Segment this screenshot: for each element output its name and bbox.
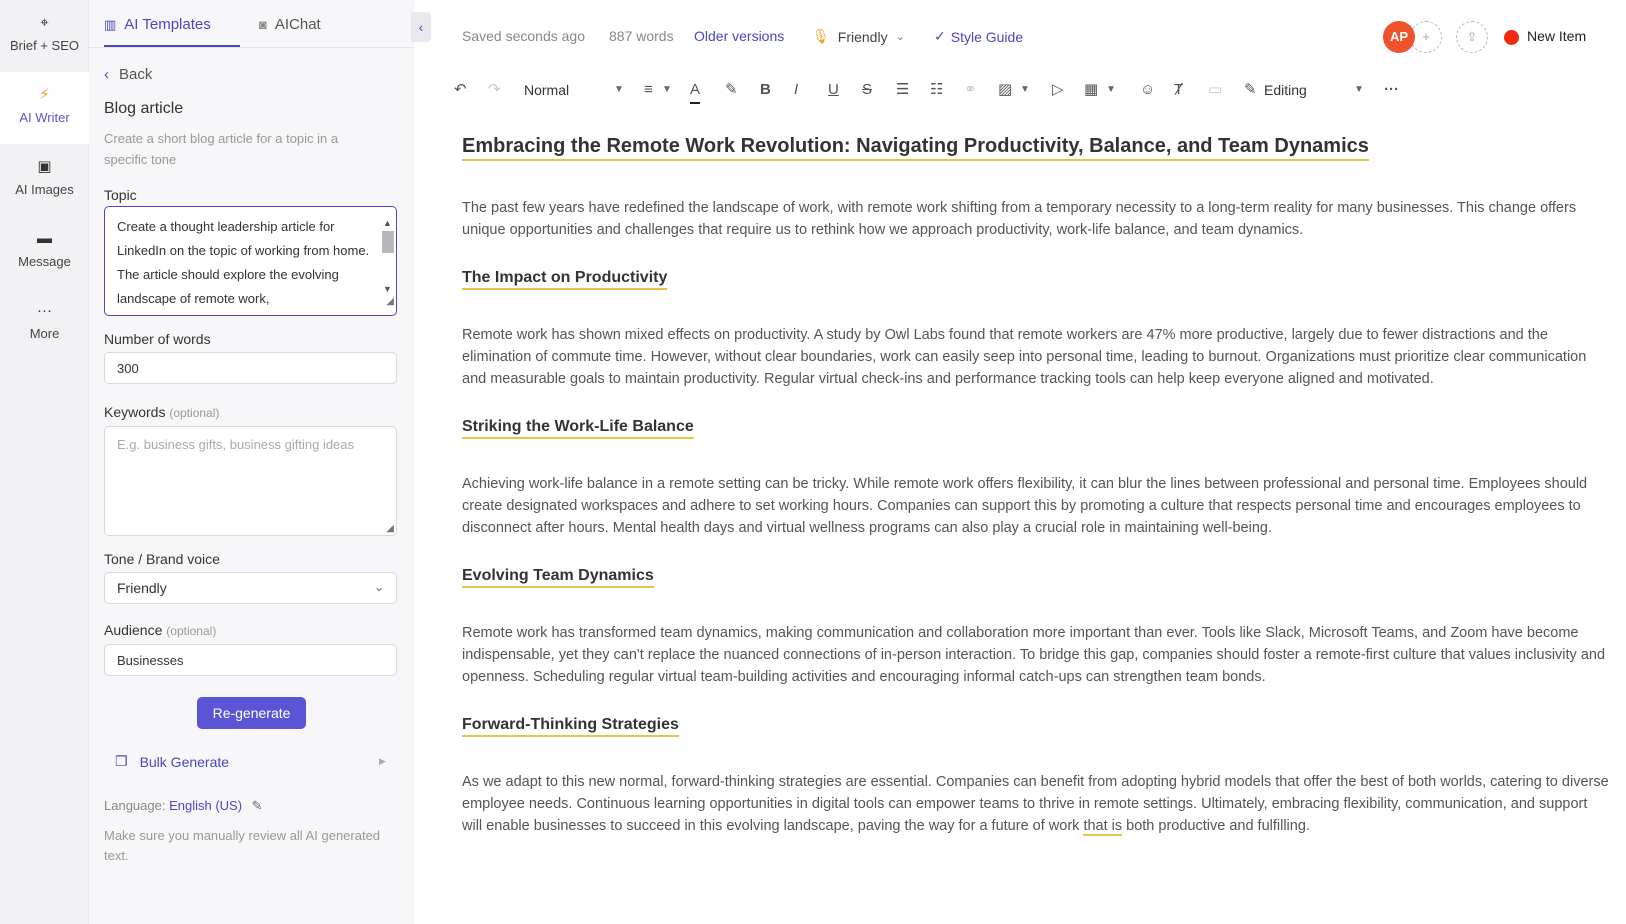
section-heading: Striking the Work-Life Balance [462, 418, 694, 439]
lightning-icon: ⚡ [39, 86, 50, 103]
chevron-left-icon: ‹ [104, 66, 109, 83]
bullet-list-icon[interactable]: ☰ [896, 81, 910, 98]
rail-item-label: Message [18, 254, 71, 269]
resize-handle-icon[interactable]: ◢ [386, 523, 394, 534]
align-icon[interactable]: ≡ [644, 81, 653, 98]
document-title: Embracing the Remote Work Revolution: Navigating Productivity, Balance, and Team Dynamics [462, 135, 1369, 161]
resize-handle-icon[interactable]: ◢ [386, 296, 394, 307]
rail-item-ai-images[interactable] [0, 144, 89, 216]
rail-item-label: Brief + SEO [10, 38, 79, 53]
chevron-down-icon: ⌄ [373, 580, 384, 594]
edit-icon[interactable]: ✎ [251, 798, 263, 813]
status-dot [1504, 30, 1519, 45]
microphone-icon: 🎙 [812, 28, 830, 44]
bold-icon[interactable]: B [760, 81, 771, 98]
chat-icon: ◙ [259, 17, 267, 32]
topic-label: Topic [104, 187, 137, 203]
keywords-label-text: Keywords [104, 404, 166, 420]
language-prefix: Language: [104, 798, 166, 813]
new-item-button[interactable]: New Item [1527, 28, 1587, 44]
templates-icon: ▥ [104, 16, 117, 32]
review-note: Make sure you manually review all AI generated text. [104, 828, 381, 863]
language-setting [104, 798, 263, 814]
highlight-icon[interactable]: ✎ [725, 81, 738, 98]
tab-label: AI Templates [124, 16, 211, 33]
rail-item-ai-writer[interactable] [0, 72, 89, 144]
section-heading: The Impact on Productivity [462, 269, 667, 290]
intro-paragraph: The past few years have redefined the landscape of work, with remote work shifting from a temporary necessity to a long-term reality for many businesses. This change offers unique opportunities and challenges that require us to rethink how we approach productivity, work-life balance, and team dynamics. [462, 200, 1577, 238]
italic-icon[interactable]: I [794, 81, 799, 98]
saved-status: Saved seconds ago [462, 28, 585, 44]
section-paragraph: Remote work has shown mixed effects on productivity. A study by Owl Labs found that remote workers are 47% more productive, largely due to fewer distractions and the elimination of commute time. However, without clear boundaries, work can easily seep into personal time, leading to burnout. Organizations must prioritize clear communication and measurable goals to maintain productivity. Regular virtual check-ins and performance tracking tools can help keep everyone aligned and motivated. [462, 327, 1587, 387]
side-panel [89, 0, 424, 924]
back-link[interactable] [104, 66, 152, 83]
keywords-label [104, 404, 219, 420]
chevron-down-icon[interactable]: ▼ [1106, 84, 1116, 95]
rail-item-label: AI Images [15, 182, 74, 197]
rail-item-message[interactable] [0, 216, 89, 288]
topic-text: Create a thought leadership article for LinkedIn on the topic of working from home. The article should explore the evolving landscape of remote work, [117, 219, 370, 306]
pencil-icon: ✎ [1244, 81, 1257, 98]
numbered-list-icon[interactable]: ☷ [930, 81, 944, 98]
topic-textarea[interactable] [104, 206, 397, 316]
active-tab-indicator [104, 45, 240, 47]
rail-item-label: AI Writer [19, 110, 70, 125]
keywords-placeholder: E.g. business gifts, business gifting ideas [117, 437, 355, 452]
image-icon[interactable]: ▨ [998, 81, 1013, 98]
underline-icon[interactable]: U [828, 81, 839, 98]
section-paragraph: Achieving work-life balance in a remote setting can be tricky. While remote work offers flexibility, it can blur the lines between professional and personal time. Employees should create designated workspaces and adhere to set working hours. Companies can support this by promoting a culture that respects personal time and encourages employees to disconnect after hours. Mental health days and virtual wellness programs can also play a crucial role in maintaining well-being. [462, 476, 1588, 536]
text-color-icon[interactable]: A [690, 78, 700, 104]
tone-label: Tone / Brand voice [104, 551, 220, 567]
audience-label-text: Audience [104, 622, 163, 638]
words-label: Number of words [104, 331, 211, 347]
grammar-highlight[interactable]: that is [1083, 818, 1123, 834]
document-body[interactable] [462, 135, 1610, 865]
editor-toolbar [454, 78, 1414, 102]
tab-label: AIChat [274, 16, 321, 33]
share-icon: ⇪ [1466, 29, 1478, 44]
tab-aichat[interactable] [259, 16, 321, 33]
panel-tabs [89, 0, 414, 48]
tone-value: Friendly [117, 580, 167, 596]
bulk-generate-label: Bulk Generate [139, 753, 230, 770]
chevron-down-icon[interactable]: ▼ [614, 84, 624, 95]
style-guide-label: Style Guide [950, 28, 1024, 45]
section-heading: Evolving Team Dynamics [462, 567, 654, 588]
section-paragraph [462, 771, 1610, 837]
words-input[interactable]: 300 [104, 352, 397, 384]
message-icon: ▬ [37, 230, 52, 247]
rail-item-brief-seo[interactable] [0, 0, 89, 72]
paragraph-text: both productive and fulfilling. [1122, 818, 1310, 834]
regenerate-button[interactable]: Re-generate [197, 697, 306, 729]
audience-input[interactable]: Businesses [104, 644, 397, 676]
scroll-down-icon[interactable]: ▼ [383, 284, 392, 294]
tone-select[interactable] [104, 572, 397, 604]
clear-format-icon[interactable]: Ⱦ [1174, 81, 1184, 98]
avatar[interactable]: AP [1383, 21, 1415, 53]
chevron-down-icon[interactable]: ▼ [1020, 84, 1030, 95]
copy-icon: ❐ [115, 753, 128, 769]
collapse-panel-button[interactable] [411, 12, 431, 42]
optional-tag: (optional) [169, 406, 220, 420]
scroll-up-icon[interactable]: ▲ [383, 218, 392, 228]
chevron-down-icon: ⌄ [895, 31, 905, 43]
template-title: Blog article [104, 100, 184, 117]
add-user-icon: + [1422, 29, 1430, 44]
check-circle-icon: ✓ [934, 28, 946, 44]
section-heading: Forward-Thinking Strategies [462, 716, 679, 737]
rail-item-more[interactable] [0, 288, 89, 360]
emoji-icon[interactable]: ☺ [1140, 81, 1156, 98]
play-arrow-icon[interactable]: ▶ [379, 756, 386, 766]
scroll-thumb[interactable] [382, 231, 394, 253]
share-button[interactable] [1456, 21, 1488, 53]
paragraph-text: As we adapt to this new normal, forward-thinking strategies are essential. Companies can benefit from adopting hybrid models that offer the best of both worlds, catering to diverse employee needs. Continuous learning opportunities in digital tools can empower teams to thrive in remote settings. Ultimately, embracing flexibility, communication, and support will enable businesses to succeed in this evolving landscape, paving the way for a future of work [462, 774, 1609, 834]
word-count: 887 words [609, 28, 674, 44]
play-icon[interactable]: ▷ [1052, 81, 1064, 98]
style-guide-button[interactable] [934, 28, 1023, 45]
template-description: Create a short blog article for a topic in a specific tone [104, 131, 339, 167]
image-icon: ▣ [37, 158, 52, 175]
strikethrough-icon[interactable]: S [862, 81, 873, 98]
tab-ai-templates[interactable] [104, 16, 211, 33]
chevron-down-icon[interactable]: ▼ [1354, 84, 1364, 95]
chevron-left-icon: ‹ [418, 19, 424, 35]
section-paragraph: Remote work has transformed team dynamics, making communication and collaboration more important than ever. Tools like Slack, Microsoft Teams, and Zoom have become indispensable, yet they can't replace the nuanced connections of in-person interaction. To bridge this gap, companies should foster a remote-first culture that values inclusivity and openness. Scheduling regular virtual team-building activities and encouraging informal catch-ups can strengthen team bonds. [462, 625, 1606, 685]
keywords-textarea[interactable] [104, 426, 397, 536]
audience-label [104, 622, 216, 638]
chevron-down-icon[interactable]: ▼ [662, 84, 672, 95]
table-icon[interactable]: ▦ [1084, 81, 1099, 98]
mode-select[interactable]: Editing [1264, 82, 1307, 98]
link-icon[interactable]: ⚭ [964, 81, 977, 98]
language-value[interactable]: English (US) [169, 798, 243, 813]
left-rail [0, 0, 89, 924]
comment-icon[interactable]: ▭ [1208, 81, 1223, 98]
bulk-generate-button[interactable] [115, 753, 229, 770]
back-label: Back [119, 66, 153, 83]
tone-dropdown[interactable] [812, 28, 905, 45]
redo-icon[interactable]: ↷ [488, 81, 501, 98]
more-options-icon[interactable]: ··· [1384, 81, 1399, 98]
older-versions-link[interactable]: Older versions [694, 28, 785, 44]
block-style-select[interactable]: Normal [524, 82, 570, 98]
undo-icon[interactable]: ↶ [454, 81, 467, 98]
target-icon: ⌖ [40, 14, 49, 31]
optional-tag: (optional) [166, 624, 217, 638]
rail-item-label: More [29, 326, 60, 341]
tone-dropdown-label: Friendly [837, 28, 888, 45]
more-icon: ··· [37, 302, 52, 319]
